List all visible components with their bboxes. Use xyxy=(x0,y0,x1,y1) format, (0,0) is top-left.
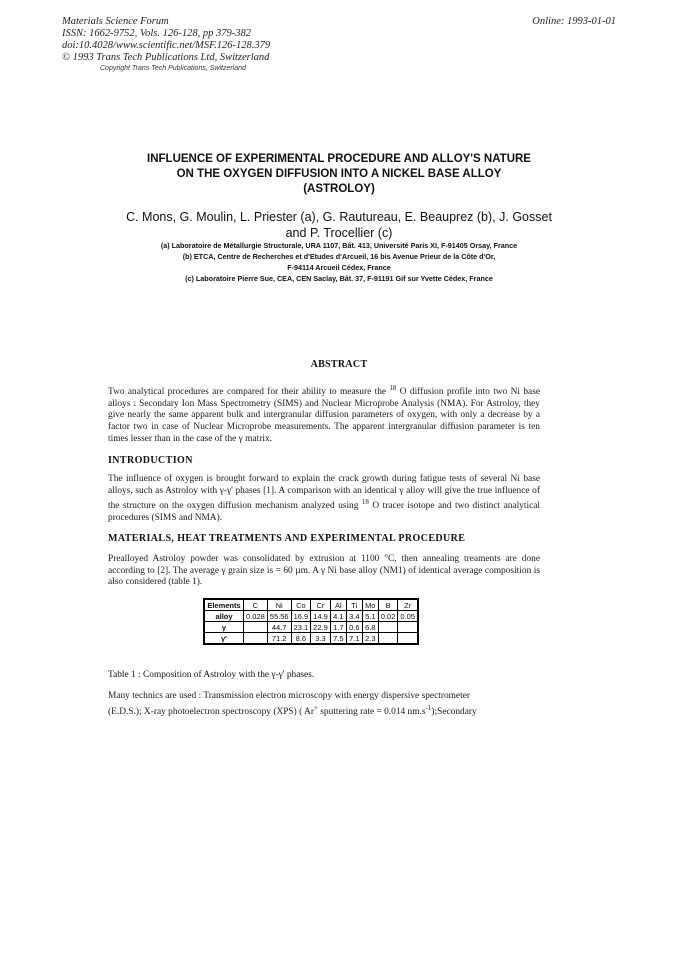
table-cell: 0.02 xyxy=(378,611,398,622)
introduction-heading: INTRODUCTION xyxy=(108,455,193,466)
table-header-cell: Ni xyxy=(267,599,291,611)
table-cell: 71.2 xyxy=(267,633,291,645)
table-header-cell: Cr xyxy=(311,599,331,611)
affiliation-a: (a) Laboratoire de Métallurgie Structurale, URA 1107, Bât. 413, Université Paris XI, F-91405 Orsay, France xyxy=(160,241,518,250)
table-cell: 5.1 xyxy=(362,611,378,622)
table-row xyxy=(204,611,418,622)
table-cell: alloy xyxy=(204,611,244,622)
introduction-text: The influence of oxygen is brought forward to explain the crack growth during fatigue tests of several Ni base alloys, such as Astroloy with γ-γ' phases [1]. A comparison with an identical γ alloy will give the true influence of the structure on the oxygen diffusion mechanism analyzed using $^{18}$ O tracer isotope and two distinct analytical procedures (SIMS and NMA). xyxy=(108,474,541,523)
table-cell: 1.7 xyxy=(330,622,346,633)
table-cell xyxy=(244,633,268,645)
composition-table xyxy=(203,598,419,645)
copyright-line: © 1993 Trans Tech Publications Ltd, Switzerland xyxy=(62,52,270,63)
table-cell xyxy=(378,622,398,633)
abstract-heading: ABSTRACT xyxy=(310,359,368,370)
table-cell: 0.05 xyxy=(398,611,418,622)
table-cell: 7.1 xyxy=(346,633,362,645)
affiliation-b: (b) ETCA, Centre de Recherches et d'Etudes d'Arcueil, 16 bis Avenue Prieur de la Côte d'Or, xyxy=(182,252,496,261)
table-cell: 55.56 xyxy=(267,611,291,622)
table-header-cell: Mo xyxy=(362,599,378,611)
technics-text: Many technics are used : Transmission electron microscopy with energy dispersive spectrometer (E.D.S.); X-ray photoelectron spectroscopy (XPS) ( Ar+ sputtering rate = 0.014 $nm.s^{-1});Secondary$ xyxy=(108,691,477,717)
journal-metadata xyxy=(62,16,270,64)
doi-link[interactable]: doi:10.4028/www.scientific.net/MSF.126-128.379 xyxy=(62,40,271,51)
table-cell: 2.3 xyxy=(362,633,378,645)
table-cell: 0.6 xyxy=(346,622,362,633)
table-cell xyxy=(244,622,268,633)
table-cell: 14.9 xyxy=(311,611,331,622)
table-header-cell: Co xyxy=(291,599,311,611)
table-cell xyxy=(378,633,398,645)
materials-heading: MATERIALS, HEAT TREATMENTS AND EXPERIMENTAL PROCEDURE xyxy=(108,533,466,544)
table-cell: 44.7 xyxy=(267,622,291,633)
affiliation-b-address: F-94114 Arcueil Cédex, France xyxy=(287,263,391,272)
affiliation-c: (c) Laboratoire Pierre Sue, CEA, CEN Saclay, Bât. 37, F-91191 Gif sur Yvette Cédex, France xyxy=(185,274,493,283)
copyright-stamp: Copyright Trans Tech Publications, Switzerland xyxy=(100,65,246,72)
table-cell: 0.028 xyxy=(244,611,268,622)
table-header-cell: Ti xyxy=(346,599,362,611)
title-line-1: INFLUENCE OF EXPERIMENTAL PROCEDURE AND ALLOY'S NATURE xyxy=(147,153,531,165)
title-line-2: ON THE OXYGEN DIFFUSION INTO A NICKEL BASE ALLOY xyxy=(176,168,502,180)
table-cell: 23.1 xyxy=(291,622,311,633)
table-caption: Table 1 : Composition of Astroloy with the γ-γ' phases. xyxy=(108,670,315,680)
abstract-text: Two analytical procedures are compared for their ability to measure the $^{18}$ O diffusion profile into two Ni base alloys : Secondary Ion Mass Spectrometry (SIMS) and Nuclear Microprobe Analysis (NMA). For Astroloy, they give nearly the same apparent bulk and intergranular diffusion parameters of oxygen, with only a decrease by a factor two in case of Nuclear Microprobe measurements. The apparent intergranular diffusion parameter is ten times lesser than in the case of the γ matrix. xyxy=(108,384,541,444)
affiliations xyxy=(0,240,678,284)
online-date: Online: 1993-01-01 xyxy=(532,16,616,27)
table-header-cell: B xyxy=(378,599,398,611)
table-cell: 8.6 xyxy=(291,633,311,645)
authors xyxy=(0,209,678,241)
table-cell: γ' xyxy=(204,633,244,645)
table-cell: 7.5 xyxy=(330,633,346,645)
table-cell xyxy=(398,633,418,645)
table-header-cell: Zr xyxy=(398,599,418,611)
table-cell xyxy=(398,622,418,633)
materials-text: Prealloyed Astroloy powder was consolidated by extrusion at 1100 °C, then annealing treaments are done according to [2]. The average γ grain size is = 60 µm. A γ Ni base alloy (NM1) of identical average composition is also considered (table 1). xyxy=(108,554,540,588)
table-header-cell: C xyxy=(244,599,268,611)
table-header-cell: Elements xyxy=(204,599,244,611)
table-header-row xyxy=(204,599,418,611)
table-cell: 22.9 xyxy=(311,622,331,633)
table-row xyxy=(204,633,418,645)
paper-title xyxy=(0,152,678,197)
table-row xyxy=(204,622,418,633)
table-cell: 3.3 xyxy=(311,633,331,645)
issn-line: ISSN: 1662-9752, Vols. 126-128, pp 379-382 xyxy=(62,28,251,39)
table-cell: 4.1 xyxy=(330,611,346,622)
table-cell: 3.4 xyxy=(346,611,362,622)
authors-line-2: and P. Trocellier (c) xyxy=(285,226,393,240)
table-header-cell: Al xyxy=(330,599,346,611)
authors-line-1: C. Mons, G. Moulin, L. Priester (a), G. Rautureau, E. Beauprez (b), J. Gosset xyxy=(126,210,552,224)
table-cell: 6.8 xyxy=(362,622,378,633)
journal-name: Materials Science Forum xyxy=(62,16,169,27)
table-cell: 16.9 xyxy=(291,611,311,622)
table-cell: γ xyxy=(204,622,244,633)
title-line-3: (ASTROLOY) xyxy=(303,183,375,195)
